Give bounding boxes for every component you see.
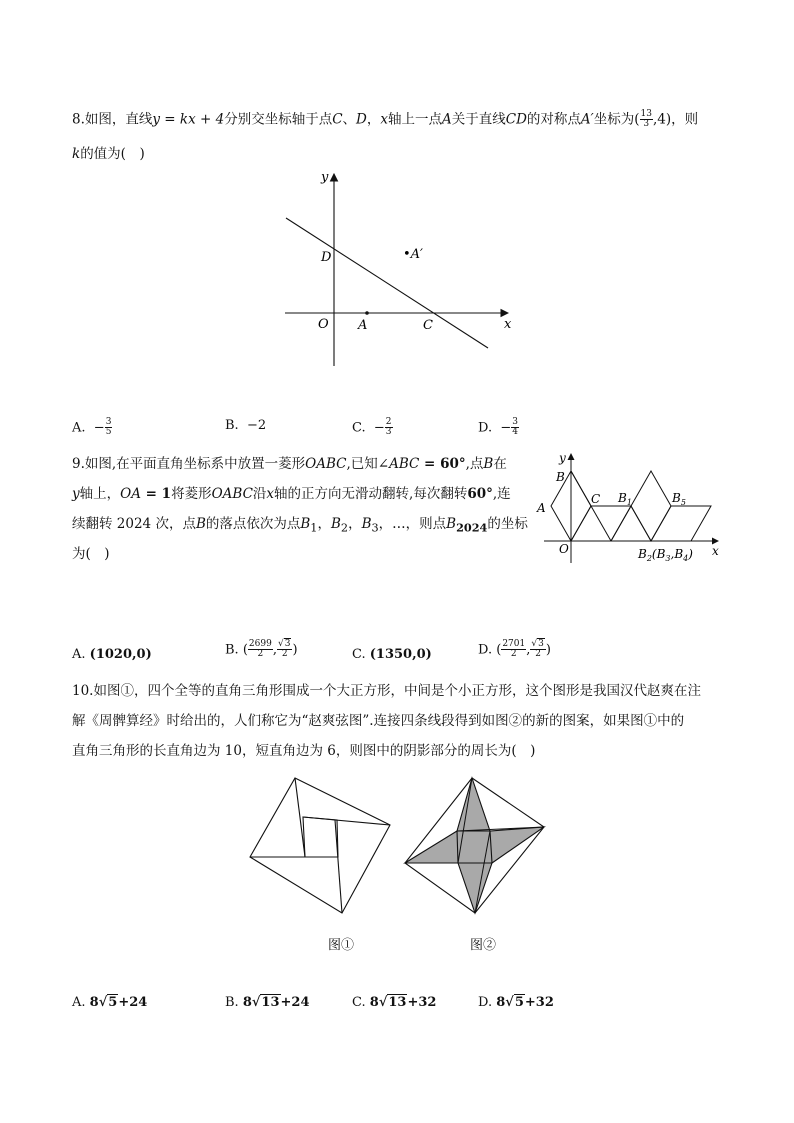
q9-text: ,点 bbox=[465, 456, 484, 472]
option-letter: C. bbox=[352, 647, 366, 662]
q10-figure-1 bbox=[245, 775, 395, 917]
frac-num: 13 bbox=[640, 109, 652, 119]
q8-text: 坐标为( bbox=[593, 111, 640, 128]
option-letter: C. bbox=[352, 420, 366, 436]
frac-den: 4 bbox=[512, 427, 518, 438]
q8-text: 分别交坐标轴于点 bbox=[224, 111, 333, 128]
option-coef: 8 bbox=[369, 995, 379, 1010]
q8-x-label: x bbox=[504, 317, 512, 332]
q9-point: B bbox=[300, 516, 311, 532]
q9-point: B bbox=[195, 516, 206, 532]
option-coef: 8 bbox=[242, 995, 252, 1010]
option-fraction bbox=[501, 640, 526, 660]
q9-rhombus-4 bbox=[631, 471, 671, 541]
option-tail: +32 bbox=[524, 995, 554, 1010]
q9-c-label: C bbox=[591, 492, 601, 506]
q9-x-label: x bbox=[712, 544, 719, 558]
q9-point: B bbox=[483, 456, 494, 472]
q9-point: B bbox=[361, 516, 372, 532]
q10-line-1: 10.如图①，四个全等的直角三角形围成一个大正方形，中间是个小正方形，这个图形是我国汉代赵爽在注 bbox=[72, 683, 701, 699]
q10-option-c[interactable]: C. 8√13+32 bbox=[352, 995, 437, 1010]
frac-den: 2 bbox=[281, 649, 288, 660]
q8-line-cd bbox=[286, 218, 488, 348]
frac-num: 3 bbox=[538, 639, 544, 649]
q8-point: D bbox=[356, 111, 367, 128]
frac-den: 2 bbox=[510, 649, 517, 660]
q10-figure-2 bbox=[402, 775, 548, 917]
frac-den: 3 bbox=[643, 119, 650, 130]
q9-sub: 3 bbox=[371, 521, 379, 535]
q9-figure bbox=[534, 448, 724, 568]
frac-den: 3 bbox=[385, 427, 392, 438]
q8-text: 如图，直线 bbox=[84, 111, 153, 128]
option-fraction bbox=[385, 418, 393, 438]
option-fraction bbox=[511, 418, 519, 438]
q9-y-label: y bbox=[559, 451, 566, 465]
q8-option-d[interactable] bbox=[478, 418, 519, 438]
frac-den: 2 bbox=[257, 649, 264, 660]
option-letter: B. bbox=[225, 642, 239, 658]
option-tail: +24 bbox=[118, 995, 148, 1010]
q9-o-label: O bbox=[559, 542, 569, 556]
option-coef: 8 bbox=[89, 995, 99, 1010]
q8-a-label: A bbox=[358, 318, 368, 333]
frac-num: 2701 bbox=[502, 639, 526, 649]
q9-line-3 bbox=[72, 516, 528, 535]
frac-num: 2 bbox=[385, 417, 392, 427]
option-text: (1350,0) bbox=[369, 647, 432, 662]
option-radicand: 5 bbox=[108, 995, 118, 1010]
option-letter: C. bbox=[352, 995, 366, 1010]
q9-b-label: B bbox=[556, 470, 565, 484]
q8-text: 的值为( ) bbox=[80, 146, 145, 162]
q8-text: 、 bbox=[342, 111, 357, 128]
q8-var: k bbox=[72, 146, 81, 162]
q9-option-c[interactable] bbox=[352, 647, 432, 662]
q8-text: 轴上一点 bbox=[388, 111, 442, 128]
q10-big-square-1 bbox=[250, 778, 390, 913]
option-letter: B. bbox=[225, 418, 239, 433]
q9-point: B bbox=[330, 516, 341, 532]
q9-text: ，…，则点 bbox=[378, 516, 447, 532]
q8-number: 8. bbox=[72, 111, 85, 128]
option-sign: − bbox=[500, 420, 512, 436]
q10-caption-1: 图① bbox=[328, 938, 355, 953]
q10-small-square bbox=[303, 817, 338, 857]
option-radicand: 13 bbox=[261, 995, 280, 1010]
option-text: (1020,0) bbox=[89, 647, 152, 662]
option-sign: − bbox=[373, 420, 385, 436]
q9-line-1 bbox=[72, 456, 507, 472]
q9-b5-label: $B_5$ bbox=[672, 491, 686, 507]
q8-option-c[interactable] bbox=[352, 418, 393, 438]
q9-shape: OABC bbox=[211, 486, 253, 502]
q9-line-2 bbox=[72, 486, 511, 502]
option-coef: 8 bbox=[496, 995, 506, 1010]
frac-num: 2699 bbox=[248, 639, 272, 649]
q9-option-b[interactable]: B. ( $\frac{2699}{2}$ , $\frac{√3}{2}$ ) bbox=[225, 639, 298, 660]
option-letter: D. bbox=[478, 420, 493, 436]
q9-shape: OABC bbox=[305, 456, 347, 472]
q8-option-a[interactable] bbox=[72, 418, 112, 438]
option-fraction bbox=[105, 418, 113, 438]
option-radicand: 13 bbox=[388, 995, 407, 1010]
option-tail: +32 bbox=[407, 995, 437, 1010]
q8-c-label: C bbox=[423, 318, 433, 333]
q9-text: 9.如图,在平面直角坐标系中放置一菱形 bbox=[72, 456, 306, 472]
q9-text: ， bbox=[348, 516, 362, 532]
option-letter: A. bbox=[72, 420, 86, 436]
frac-num: 3 bbox=[512, 417, 518, 427]
q9-text: 轴上， bbox=[79, 486, 121, 502]
option-fraction-root: $\frac{√3}{2}$ bbox=[531, 639, 544, 660]
q8-var: x bbox=[380, 111, 388, 128]
q9-line-4 bbox=[72, 546, 110, 562]
option-radicand: 5 bbox=[514, 995, 524, 1010]
q9-text: 60° bbox=[467, 486, 493, 502]
q9-b234-label: $B_2(B_3,B_4)$ bbox=[638, 547, 693, 563]
option-letter: A. bbox=[72, 995, 86, 1010]
q9-point: B bbox=[446, 516, 457, 532]
frac-num: 3 bbox=[105, 417, 112, 427]
q9-text: 续翻转 2024 次，点 bbox=[72, 516, 196, 532]
option-fraction bbox=[248, 640, 273, 660]
q9-segment: OA bbox=[120, 486, 141, 502]
q8-point: A′ bbox=[580, 111, 594, 128]
q9-rhombus-5 bbox=[651, 506, 711, 541]
option-letter: D. bbox=[478, 642, 493, 658]
q8-figure bbox=[280, 168, 520, 368]
q8-line-name: CD bbox=[505, 111, 527, 128]
q9-text: = 60° bbox=[419, 456, 466, 472]
q9-text: = 1 bbox=[140, 486, 172, 502]
q10-line-3: 直角三角形的长直角边为 10，短直角边为 6，则图中的阴影部分的周长为( ) bbox=[72, 743, 536, 759]
q8-line-2 bbox=[72, 146, 145, 162]
q9-text: 在 bbox=[493, 456, 507, 472]
q10-line-2: 解《周髀算经》时给出的，人们称它为“赵爽弦图”.连接四条线段得到如图②的新的图案，如果图①中的 bbox=[72, 713, 685, 729]
q8-equation: y = kx + 4 bbox=[152, 111, 225, 128]
q9-text: 轴的正方向无滑动翻转,每次翻转 bbox=[274, 486, 468, 502]
q10-option-b[interactable]: B. 8√13+24 bbox=[225, 995, 310, 1010]
option-sign: − bbox=[93, 420, 105, 436]
option-letter: A. bbox=[72, 647, 86, 662]
q8-line-1 bbox=[72, 110, 698, 130]
q10-option-d[interactable]: D. 8√5+32 bbox=[478, 995, 554, 1010]
frac-num: 3 bbox=[284, 639, 291, 649]
q9-sub: 2024 bbox=[456, 520, 488, 535]
q9-angle: ABC bbox=[389, 456, 420, 472]
q8-o-label: O bbox=[318, 317, 329, 332]
q9-option-d[interactable]: D. ( $\frac{2701}{2}$ , $\frac{√3}{2}$ ) bbox=[478, 639, 551, 660]
q9-text: ， bbox=[317, 516, 331, 532]
frac-den: 5 bbox=[105, 427, 112, 438]
q9-var: y bbox=[72, 486, 80, 502]
q8-text: 关于直线 bbox=[451, 111, 506, 128]
q9-a-label: A bbox=[537, 501, 546, 515]
q8-point: A bbox=[442, 111, 452, 128]
q10-option-a[interactable]: A. 8√5+24 bbox=[72, 995, 148, 1010]
q8-aprime-label: •A′ bbox=[403, 247, 424, 262]
q9-var: x bbox=[266, 486, 275, 502]
q8-text: ， bbox=[366, 111, 381, 128]
q9-rhombus-3 bbox=[611, 506, 651, 541]
q9-text: ,连 bbox=[492, 486, 511, 502]
option-text: −2 bbox=[246, 418, 267, 433]
q8-fraction bbox=[640, 110, 653, 130]
q9-text: 的落点依次为点 bbox=[205, 516, 301, 532]
q9-sub: 2 bbox=[340, 521, 349, 535]
q8-text: 的对称点 bbox=[526, 111, 581, 128]
option-letter: B. bbox=[225, 995, 239, 1010]
q10-inner-line bbox=[335, 820, 342, 913]
q10-caption-2: 图② bbox=[470, 938, 497, 953]
option-fraction-root: $\frac{√3}{2}$ bbox=[277, 639, 291, 660]
q9-sub: 1 bbox=[310, 521, 318, 535]
frac-den: 2 bbox=[535, 649, 541, 660]
q8-option-b[interactable] bbox=[225, 418, 266, 433]
q9-text: ,已知∠ bbox=[346, 456, 390, 472]
q9-text: 为( ) bbox=[72, 546, 110, 562]
q9-b1-label: $B_1$ bbox=[618, 491, 632, 507]
q8-text: ,4)，则 bbox=[652, 111, 699, 128]
q9-text: 沿 bbox=[252, 486, 267, 502]
q9-text: 将菱形 bbox=[171, 486, 212, 502]
q9-text: 的坐标 bbox=[487, 516, 528, 532]
option-letter: D. bbox=[478, 995, 493, 1010]
q9-option-a[interactable] bbox=[72, 647, 152, 662]
q8-point-a bbox=[365, 311, 369, 315]
q8-d-label: D bbox=[321, 250, 332, 265]
q8-y-label: y bbox=[321, 170, 329, 185]
option-tail: +24 bbox=[280, 995, 310, 1010]
q8-point: C bbox=[332, 111, 343, 128]
